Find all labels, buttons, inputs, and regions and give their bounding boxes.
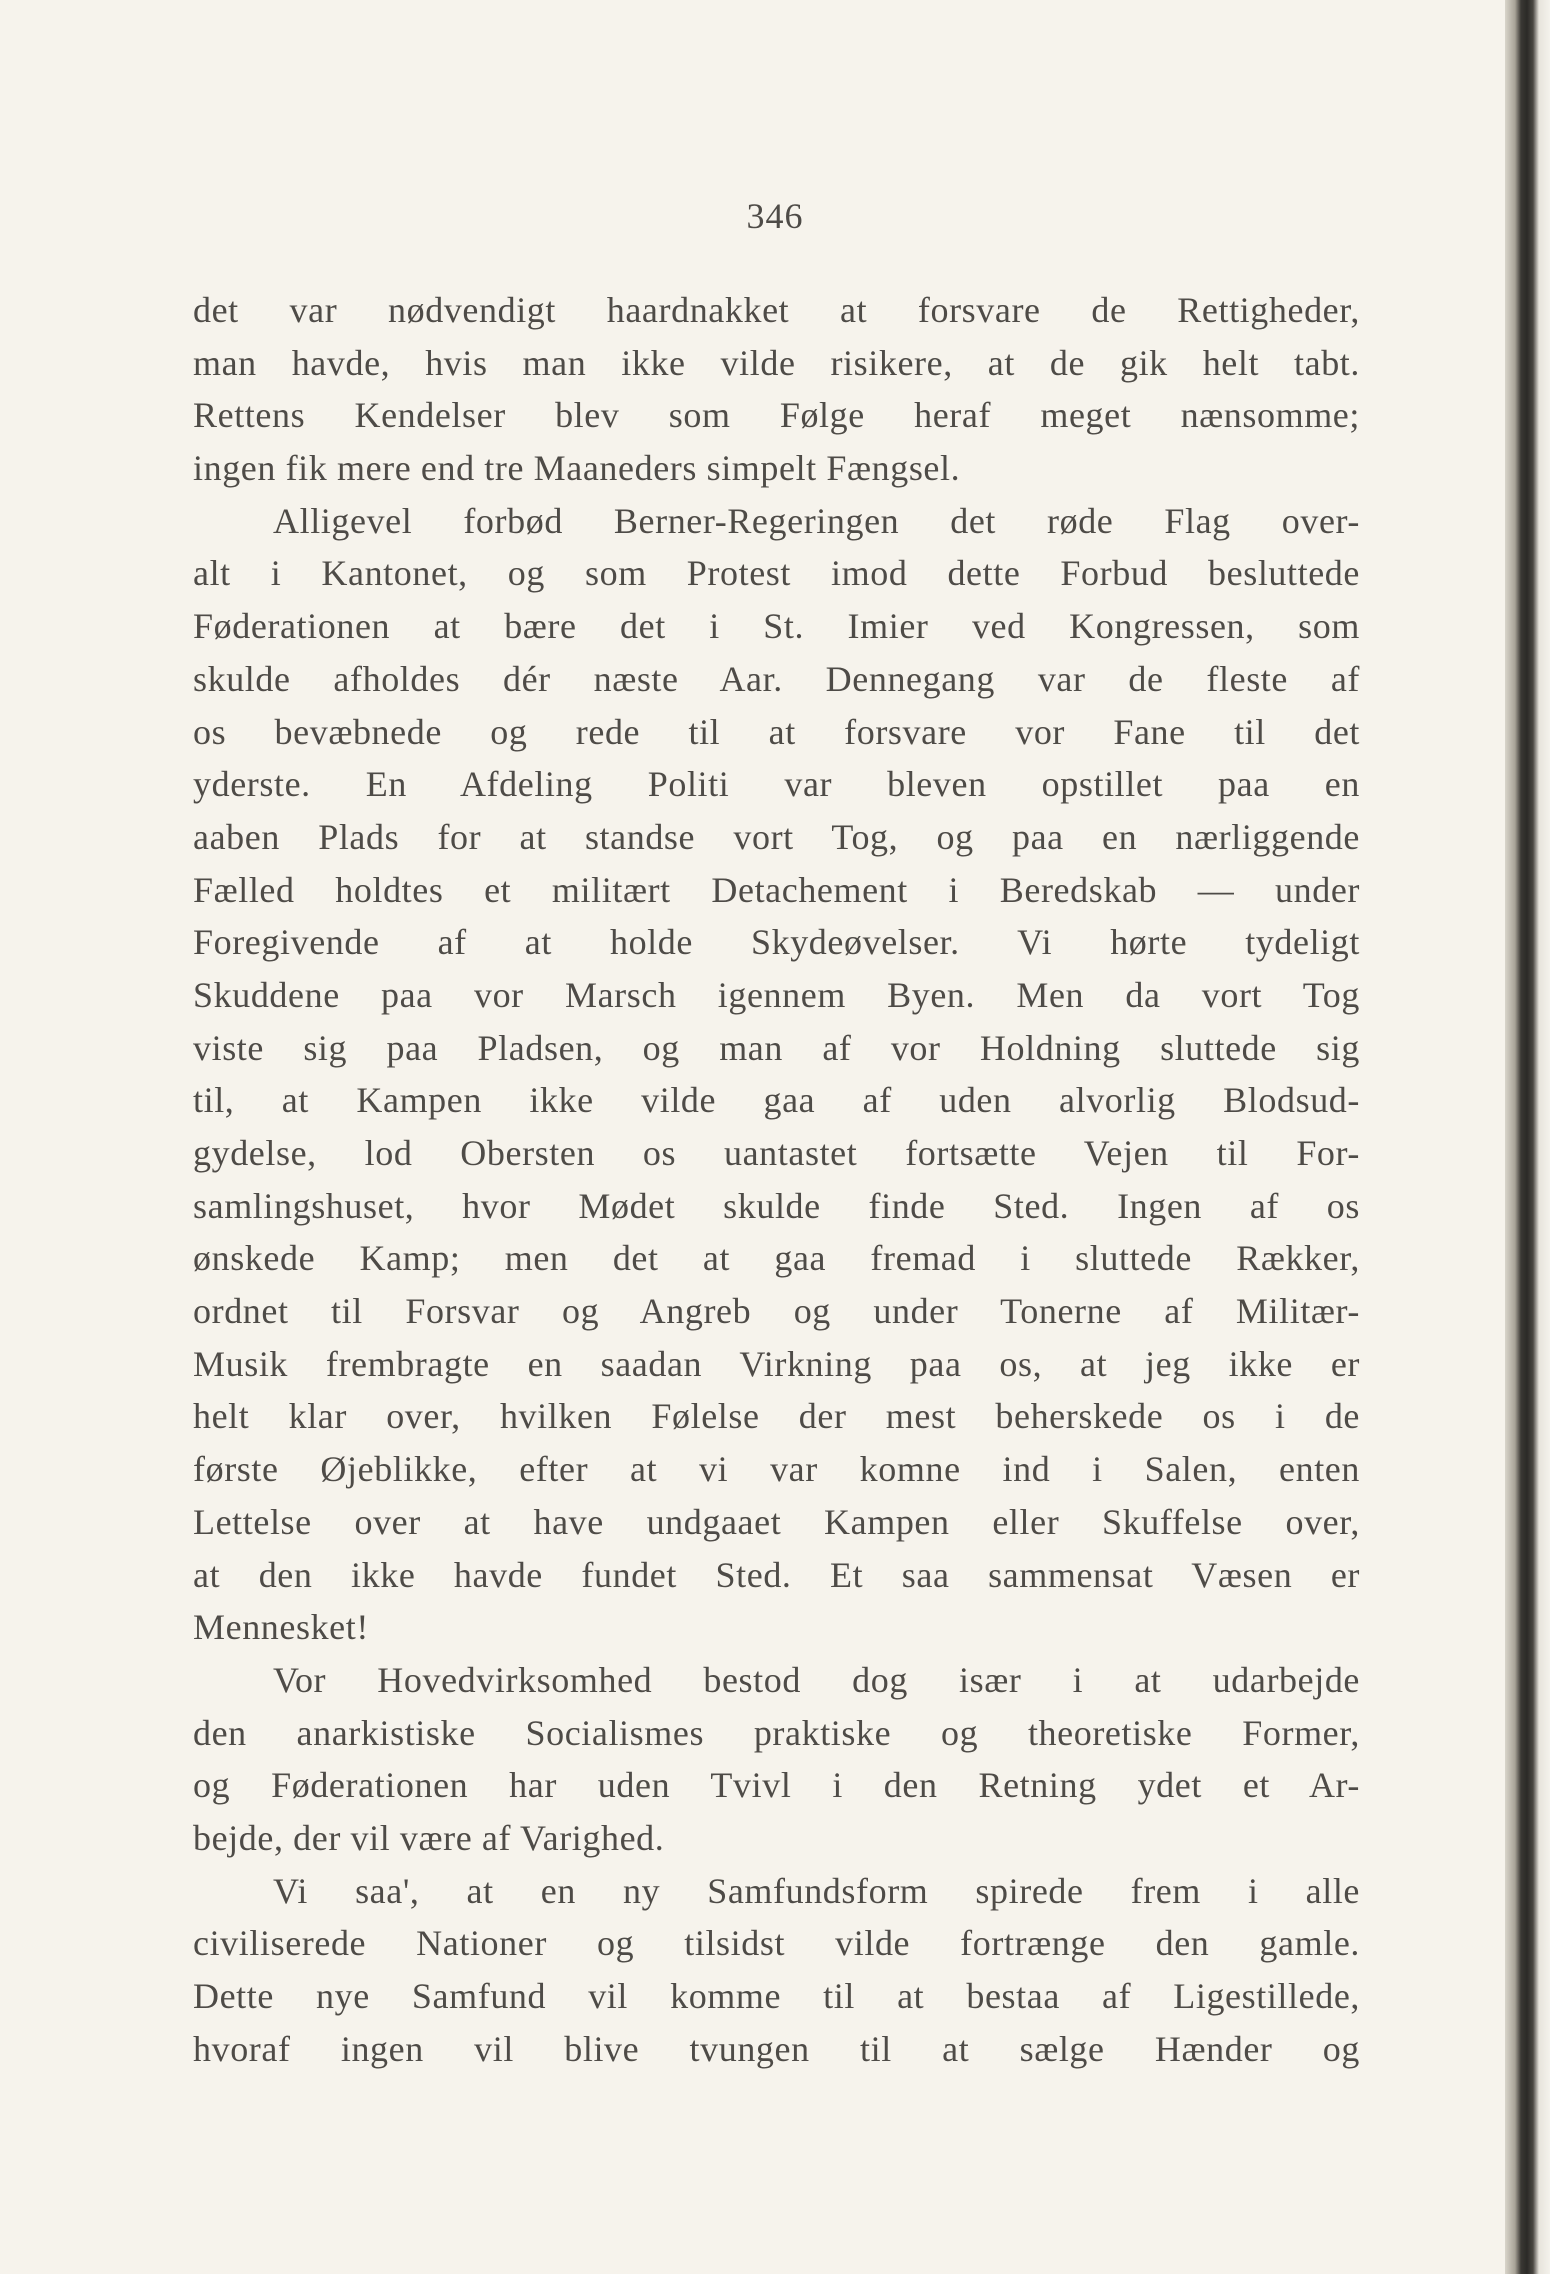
text-line: skulde afholdes dér næste Aar. Dennegang var de fleste af xyxy=(193,658,1360,699)
text-line: gydelse, lod Obersten os uantastet fortsætte Vejen til For- xyxy=(193,1133,1360,1173)
text-line: Skuddene paa vor Marsch igennem Byen. Men da vort Tog xyxy=(193,974,1360,1015)
text-line: Lettelse over at have undgaaet Kampen eller Skuffelse over, xyxy=(193,1501,1360,1542)
text-line: det var nødvendigt haardnakket at forsvare de Rettigheder, xyxy=(193,290,1360,330)
text-line: helt klar over, hvilken Følelse der mest beherskede os i de xyxy=(193,1396,1360,1437)
text-line: alt i Kantonet, og som Protest imod dette Forbud besluttede xyxy=(193,553,1360,594)
page-number: 346 xyxy=(746,196,804,236)
text-line: bejde, der vil være af Varighed. xyxy=(193,1817,665,1858)
text-line: Vor Hovedvirksomhed bestod dog især i at udarbejde xyxy=(273,1659,1360,1700)
text-line: samlingshuset, hvor Mødet skulde finde Sted. Ingen af os xyxy=(193,1185,1360,1226)
text-line: Rettens Kendelser blev som Følge heraf meget nænsomme; xyxy=(193,395,1360,436)
body-text xyxy=(193,284,1360,2075)
text-line: at den ikke havde fundet Sted. Et saa sammensat Væsen er xyxy=(193,1554,1360,1595)
text-line: Vi saa', at en ny Samfundsform spirede frem i alle xyxy=(273,1870,1360,1911)
text-line: Fælled holdtes et militært Detachement i Beredskab — under xyxy=(193,869,1360,910)
text-line: hvoraf ingen vil blive tvungen til at sælge Hænder og xyxy=(193,2028,1360,2069)
text-line: civiliserede Nationer og tilsidst vilde fortrænge den gamle. xyxy=(193,1923,1360,1964)
text-line: Foregivende af at holde Skydeøvelser. Vi hørte tydeligt xyxy=(193,922,1360,963)
text-line: os bevæbnede og rede til at forsvare vor Fane til det xyxy=(193,711,1360,752)
text-line: til, at Kampen ikke vilde gaa af uden alvorlig Blodsud- xyxy=(193,1080,1360,1121)
text-line: aaben Plads for at standse vort Tog, og paa en nærliggende xyxy=(193,816,1360,857)
text-line: første Øjeblikke, efter at vi var komne ind i Salen, enten xyxy=(193,1449,1360,1490)
text-line: Alligevel forbød Berner-Regeringen det røde Flag over- xyxy=(273,500,1360,541)
text-line: og Føderationen har uden Tvivl i den Retning ydet et Ar- xyxy=(193,1765,1360,1806)
text-line: Dette nye Samfund vil komme til at bestaa af Ligestillede, xyxy=(193,1976,1360,2016)
text-line: viste sig paa Pladsen, og man af vor Holdning sluttede sig xyxy=(193,1027,1360,1068)
text-line: Musik frembragte en saadan Virkning paa os, at jeg ikke er xyxy=(193,1343,1360,1384)
text-line: ordnet til Forsvar og Angreb og under Tonerne af Militær- xyxy=(193,1291,1360,1332)
page-edge xyxy=(1505,0,1550,2274)
text-line: yderste. En Afdeling Politi var bleven opstillet paa en xyxy=(193,764,1360,805)
text-line: Føderationen at bære det i St. Imier ved Kongressen, som xyxy=(193,606,1360,647)
text-line: man havde, hvis man ikke vilde risikere, at de gik helt tabt. xyxy=(193,342,1360,383)
text-line: Mennesket! xyxy=(193,1607,369,1648)
text-line: den anarkistiske Socialismes praktiske og theoretiske Former, xyxy=(193,1712,1360,1753)
text-line: ingen fik mere end tre Maaneders simpelt Fængsel. xyxy=(193,448,961,489)
text-line: ønskede Kamp; men det at gaa fremad i sluttede Rækker, xyxy=(193,1238,1360,1279)
